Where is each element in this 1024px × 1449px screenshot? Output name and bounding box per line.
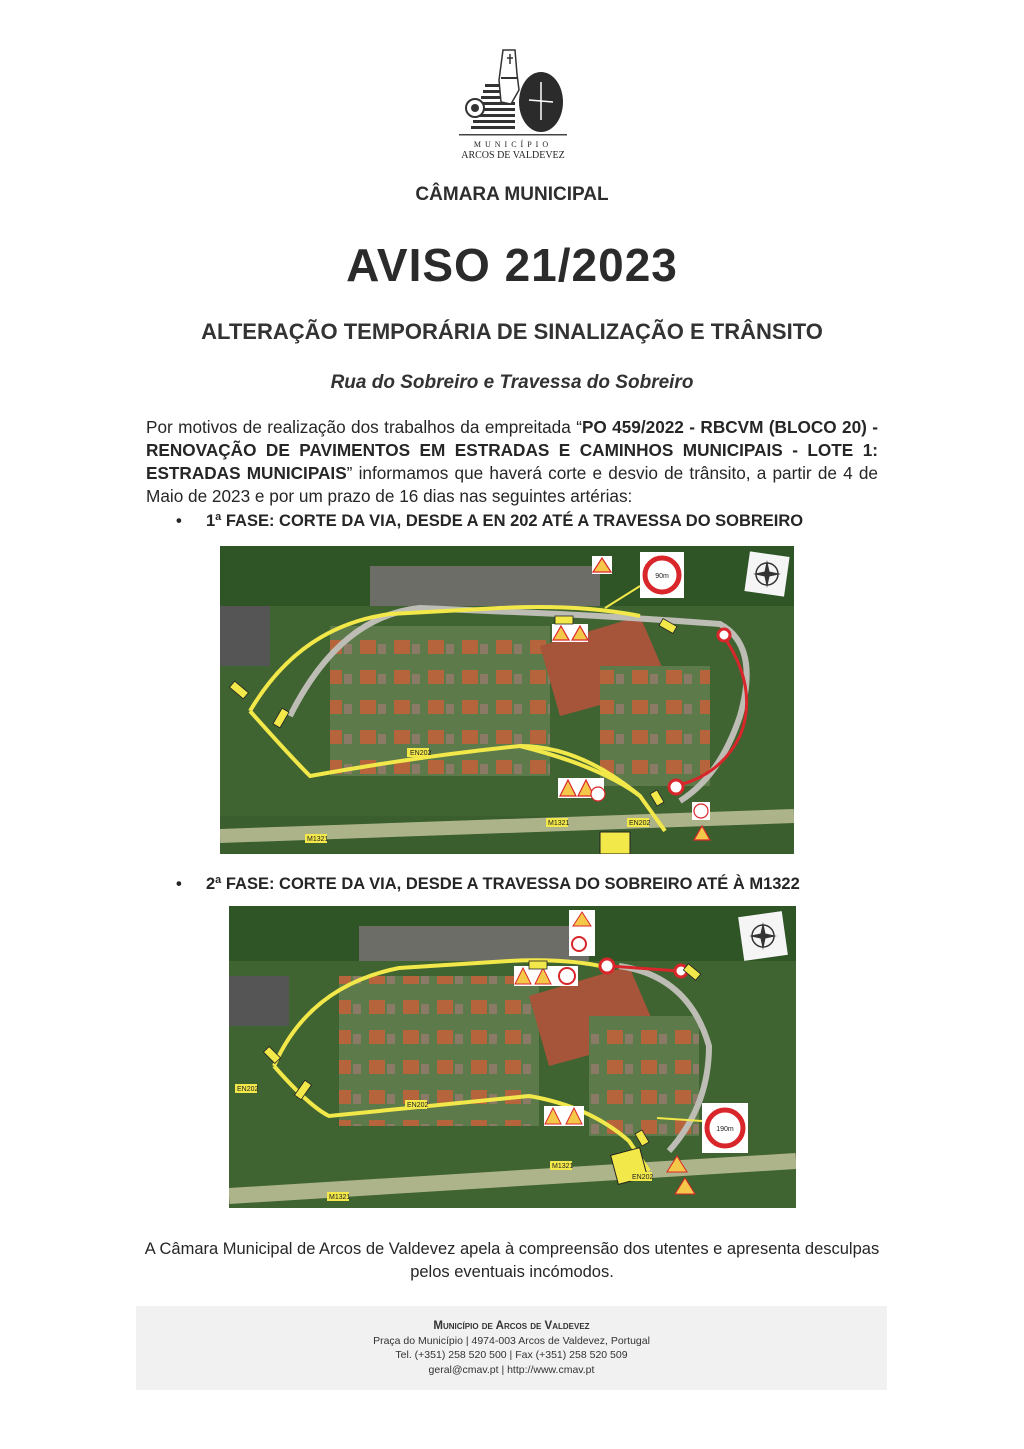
svg-text:190m: 190m — [716, 1126, 734, 1133]
bullet-icon: • — [176, 875, 182, 893]
phase-1-label: 1ª FASE: CORTE DA VIA, DESDE A EN 202 ATÉ A TRAVESSA DO SOBREIRO — [206, 512, 804, 530]
knight-shield-emblem-icon — [455, 44, 571, 140]
footer-address: Praça do Município | 4974-003 Arcos de Valdevez, Portugal — [373, 1334, 650, 1347]
svg-text:M1321: M1321 — [307, 836, 329, 843]
phase-2-heading — [176, 875, 800, 894]
svg-text:EN202: EN202 — [629, 820, 651, 827]
phase-1-map — [220, 546, 794, 854]
body-intro: Por motivos de realização dos trabalhos da empreitada “ — [146, 417, 582, 437]
phase-2-label: 2ª FASE: CORTE DA VIA, DESDE A TRAVESSA DO SOBREIRO ATÉ À M1322 — [206, 875, 800, 893]
contact-footer — [136, 1306, 887, 1390]
phase-1-heading — [176, 512, 803, 531]
body-rest: ” informamos que haverá corte e desvio de trânsito, a partir de 4 de Maio de 2023 e por um prazo de 16 dias nas seguintes artérias: — [146, 463, 878, 506]
phase-2-map — [229, 906, 796, 1208]
svg-text:90m: 90m — [655, 573, 669, 580]
svg-text:EN202: EN202 — [407, 1102, 429, 1109]
footer-phone-fax: Tel. (+351) 258 520 500 | Fax (+351) 258 520 509 — [395, 1349, 628, 1361]
svg-text:M1321: M1321 — [329, 1194, 351, 1201]
svg-text:EN202: EN202 — [237, 1086, 259, 1093]
organization-heading: CÂMARA MUNICIPAL — [415, 184, 609, 205]
affected-streets: Rua do Sobreiro e Travessa do Sobreiro — [330, 372, 694, 393]
footer-email-website: geral@cmav.pt | http://www.cmav.pt — [428, 1363, 595, 1376]
footer-municipality-name: Município de Arcos de Valdevez — [433, 1320, 590, 1332]
municipality-logo — [455, 44, 571, 162]
bullet-icon: • — [176, 512, 182, 530]
logo-caption-municipio: MUNICÍPIO — [473, 140, 553, 149]
notice-body-paragraph — [146, 416, 878, 508]
logo-caption-name: ARCOS DE VALDEVEZ — [461, 150, 565, 161]
svg-text:EN202: EN202 — [632, 1174, 654, 1181]
contract-name: PO 459/2022 - RBCVM (BLOCO 20) - RENOVAÇÃO DE PAVIMENTOS EM ESTRADAS E CAMINHOS MUNICIPAIS - LOTE 1: ESTRADAS MUNICIPAIS — [146, 417, 878, 483]
notice-subtitle: ALTERAÇÃO TEMPORÁRIA DE SINALIZAÇÃO E TRÂNSITO — [201, 319, 823, 344]
svg-text:M1321: M1321 — [552, 1163, 574, 1170]
svg-text:M1321: M1321 — [548, 820, 570, 827]
closing-statement: A Câmara Municipal de Arcos de Valdevez apela à compreensão dos utentes e apresenta desculpas pelos eventuais incómodos. — [144, 1240, 880, 1281]
notice-title: AVISO 21/2023 — [346, 239, 678, 291]
svg-text:EN202: EN202 — [410, 750, 432, 757]
